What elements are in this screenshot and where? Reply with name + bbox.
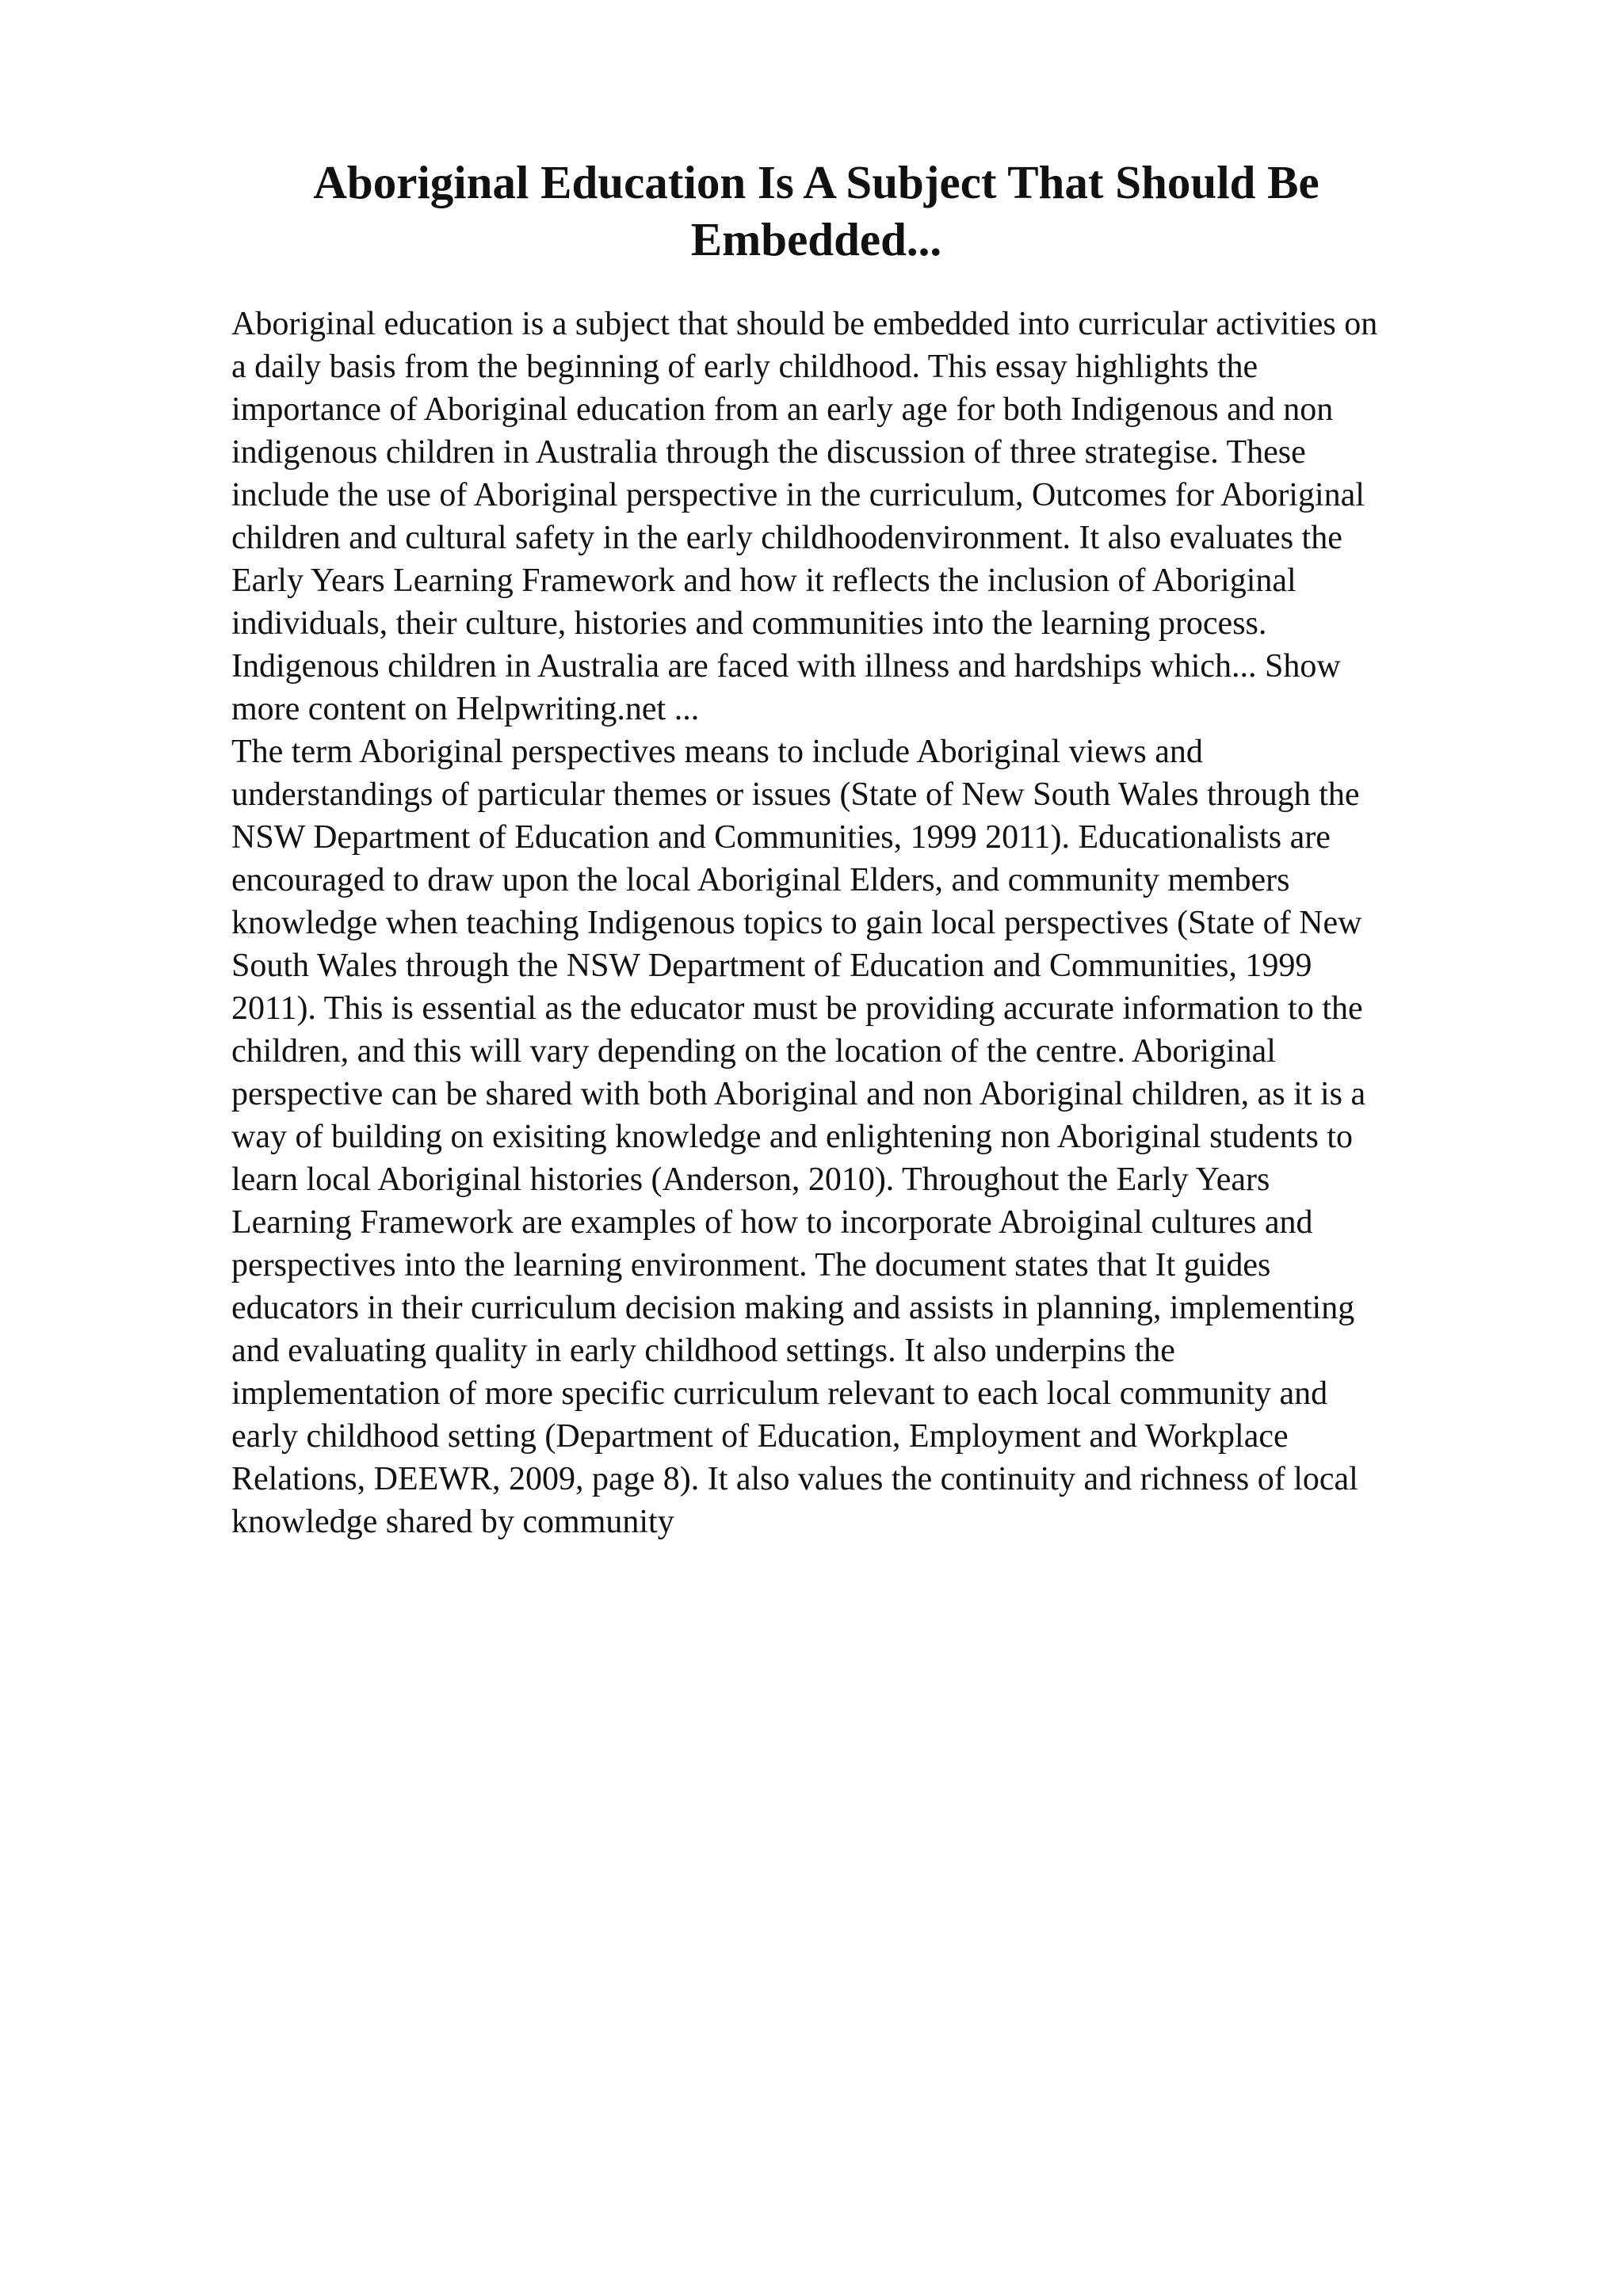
- paragraph-line: NSW Department of Education and Communities, 1999 2011). Educationalists are: [231, 819, 1331, 856]
- paragraph-line: children, and this will vary depending on the location of the centre. Aboriginal: [231, 1033, 1276, 1070]
- paragraph-line: individuals, their culture, histories and communities into the learning process.: [231, 605, 1267, 642]
- title-line: Aboriginal Education Is A Subject That Should Be: [313, 156, 1319, 208]
- paragraph-line: learn local Aboriginal histories (Anderson, 2010). Throughout the Early Years: [231, 1161, 1270, 1198]
- title-line: Embedded...: [690, 213, 942, 265]
- paragraph-line: importance of Aboriginal education from an early age for both Indigenous and non: [231, 391, 1334, 428]
- paragraph-line: perspectives into the learning environment. The document states that It guides: [231, 1247, 1271, 1283]
- perspectives-paragraph: [231, 730, 1515, 1543]
- paragraph-line: Indigenous children in Australia are faced with illness and hardships which... Show: [231, 648, 1341, 685]
- paragraph-line: indigenous children in Australia through the discussion of three strategise. These: [231, 434, 1306, 471]
- intro-paragraph: [231, 303, 1515, 730]
- paragraph-line: implementation of more specific curriculum relevant to each local community and: [231, 1375, 1328, 1412]
- paragraph-line: perspective can be shared with both Aboriginal and non Aboriginal children, as it is a: [231, 1076, 1366, 1112]
- paragraph-line: include the use of Aboriginal perspective in the curriculum, Outcomes for Aboriginal: [231, 477, 1365, 513]
- paragraph-line: 2011). This is essential as the educator must be providing accurate information to the: [231, 990, 1363, 1027]
- paragraph-line: The term Aboriginal perspectives means to include Aboriginal views and: [231, 734, 1203, 770]
- paragraph-line: and evaluating quality in early childhood settings. It also underpins the: [231, 1333, 1175, 1369]
- paragraph-line: early childhood setting (Department of Education, Employment and Workplace: [231, 1418, 1289, 1455]
- document-body: [231, 303, 1515, 1543]
- paragraph-line: a daily basis from the beginning of early childhood. This essay highlights the: [231, 349, 1258, 385]
- paragraph-line: children and cultural safety in the early childhoodenvironment. It also evaluates the: [231, 520, 1342, 556]
- paragraph-line: knowledge when teaching Indigenous topics to gain local perspectives (State of New: [231, 905, 1362, 941]
- paragraph-line: more content on Helpwriting.net ...: [231, 691, 700, 727]
- paragraph-line: encouraged to draw upon the local Aboriginal Elders, and community members: [231, 862, 1290, 898]
- paragraph-line: Aboriginal education is a subject that should be embedded into curricular activities on: [231, 306, 1378, 342]
- paragraph-line: educators in their curriculum decision making and assists in planning, implementing: [231, 1290, 1355, 1326]
- paragraph-line: Relations, DEEWR, 2009, page 8). It also values the continuity and richness of local: [231, 1461, 1358, 1497]
- paragraph-line: way of building on exisiting knowledge and enlightening non Aboriginal students to: [231, 1119, 1353, 1155]
- document-title: [230, 154, 1403, 268]
- paragraph-line: Early Years Learning Framework and how it reflects the inclusion of Aboriginal: [231, 563, 1296, 599]
- paragraph-line: knowledge shared by community: [231, 1504, 674, 1540]
- paragraph-line: understandings of particular themes or issues (State of New South Wales through the: [231, 776, 1360, 813]
- paragraph-line: Learning Framework are examples of how to incorporate Abroiginal cultures and: [231, 1204, 1313, 1241]
- paragraph-line: South Wales through the NSW Department of Education and Communities, 1999: [231, 948, 1312, 984]
